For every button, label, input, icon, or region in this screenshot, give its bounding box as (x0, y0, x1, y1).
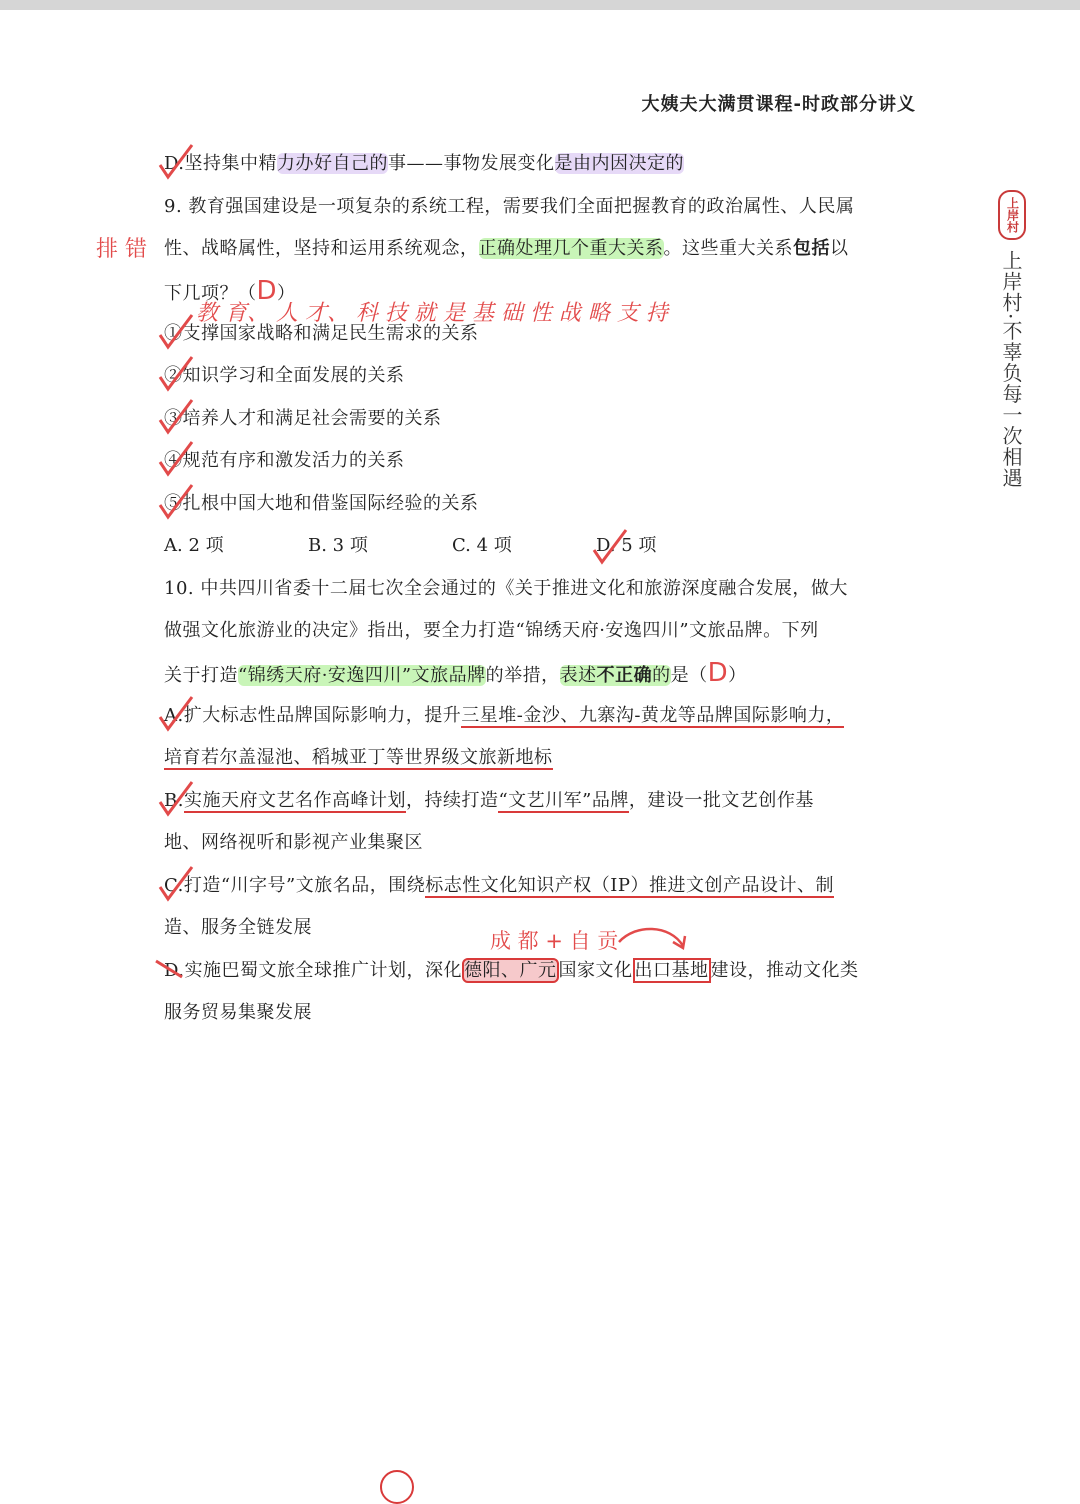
highlight: 是由内因决定的 (554, 153, 685, 174)
text: 下几项？（ (164, 283, 257, 304)
q10-option-d-line-1 (164, 957, 859, 985)
q9-option-c: C. 4 项 (452, 535, 512, 556)
text: 关于打造 (164, 665, 238, 686)
note-q9: 教 育、 人 才、 科 技 就 是 基 础 性 战 略 支 持 (196, 301, 668, 326)
text: ） (728, 665, 747, 686)
q9-stem-line-1: 9. 教育强国建设是一项复杂的系统工程，需要我们全面把握教育的政治属性、人民属 (164, 196, 855, 217)
text: A.扩大标志性品牌国际影响力，提升 (164, 705, 462, 726)
q10-option-a-line-1 (164, 702, 844, 730)
text: ，建设一批文艺创作基 (628, 790, 814, 811)
underline: 实施天府文艺名作高峰计划 (183, 790, 406, 811)
q9-item-5: ⑤扎根中国大地和借鉴国际经验的关系 (164, 493, 479, 514)
q9-stem-line-2 (164, 235, 849, 263)
arrow-annotation-icon (615, 922, 695, 954)
q9-item-4: ④规范有序和激发活力的关系 (164, 450, 405, 471)
handwritten-answer: D (707, 658, 729, 688)
handwritten-answer: D (256, 276, 278, 306)
page-header-title: 大姨夫大满贯课程-时政部分讲义 (641, 94, 916, 115)
text: 以 (830, 238, 849, 259)
text: 建设，推动文化类 (710, 960, 859, 981)
text: ） (277, 283, 296, 304)
side-stamp-logo: 上岸村 (998, 190, 1026, 240)
cross-stroke-icon (154, 957, 184, 981)
text: 国家文化 (558, 960, 633, 981)
underline: 培育若尔盖湿池、稻城亚丁等世界级文旅新地标 (164, 747, 553, 768)
highlight: “锦绣天府·安逸四川”文旅品牌 (238, 665, 486, 686)
text: B. (164, 790, 184, 811)
q10-stem-line-2: 做强文化旅游业的决定》指出，要全力打造“锦绣天府·安逸四川”文旅品牌。下列 (164, 620, 819, 641)
text: 是（ (670, 665, 708, 686)
boxed-text: 出口基地 (634, 960, 709, 981)
underline: 三星堆-金沙、九寨沟-黄龙等品牌国际影响力， (461, 705, 845, 726)
boxed-text: 德阳、广元 (464, 960, 557, 981)
text: 的举措， (485, 665, 560, 686)
q10-option-c-line-2: 造、服务全链发展 (164, 917, 312, 938)
prev-option-d (164, 150, 684, 178)
text: D.实施巴蜀文旅全球推广计划，深化 (164, 960, 463, 981)
bold-text: 包括 (793, 238, 830, 259)
q9-item-2: ②知识学习和全面发展的关系 (164, 365, 405, 386)
text: 性、战略属性，坚持和运用系统观念， (164, 238, 479, 259)
bottom-stamp-icon (380, 1470, 414, 1504)
q9-option-d: D. 5 项 (596, 535, 657, 556)
q10-option-b-line-2: 地、网络视听和影视产业集聚区 (164, 832, 423, 853)
check-mark-icon (592, 528, 628, 568)
check-mark-icon (158, 780, 194, 820)
text: C.打造“川字号”文旅名品，围绕 (164, 875, 426, 896)
q9-option-a: A. 2 项 (164, 535, 224, 556)
check-mark-icon (158, 440, 194, 480)
text: 。这些重大关系 (663, 238, 793, 259)
q10-option-b-line-1 (164, 787, 814, 815)
highlight: 表述 (559, 665, 597, 686)
q10-stem-line-3 (164, 659, 747, 690)
underline: “文艺川军”品牌 (498, 790, 629, 811)
check-mark-icon (158, 865, 194, 905)
q9-option-b: B. 3 项 (308, 535, 368, 556)
q10-option-c-line-1 (164, 872, 834, 900)
check-mark-icon (158, 313, 194, 353)
text: ，持续打造 (405, 790, 499, 811)
text: 事——事物发展变化 (388, 153, 555, 174)
check-mark-icon (158, 398, 194, 438)
q10-stem-line-1: 10. 中共四川省委十二届七次全会通过的《关于推进文化和旅游深度融合发展，做大 (164, 578, 848, 599)
q9-item-3: ③培养人才和满足社会需要的关系 (164, 408, 442, 429)
underline: 标志性文化知识产权（IP）推进文创产品设计、制 (425, 875, 834, 896)
text: D.坚持集中精 (164, 153, 278, 174)
check-mark-icon (158, 483, 194, 523)
check-mark-icon (158, 695, 194, 735)
note-paixu: 排 错 (96, 237, 147, 262)
q10-option-d-line-2: 服务贸易集聚发展 (164, 1002, 312, 1023)
q10-option-a-line-2 (164, 744, 553, 772)
bold-text: 不正确 (596, 665, 653, 686)
check-mark-icon (158, 355, 194, 395)
side-motto: 上岸村·不辜负每一次相遇 (999, 250, 1023, 489)
top-bar (0, 0, 1080, 10)
check-mark-icon (158, 143, 194, 183)
highlight: 的 (652, 665, 671, 686)
note-q10: 成 都 + 自 贡 (490, 929, 619, 953)
highlight: 正确处理几个重大关系 (478, 238, 664, 259)
q9-item-1: ①支撑国家战略和满足民生需求的关系 (164, 323, 479, 344)
highlight: 力办好自己的 (277, 153, 389, 174)
